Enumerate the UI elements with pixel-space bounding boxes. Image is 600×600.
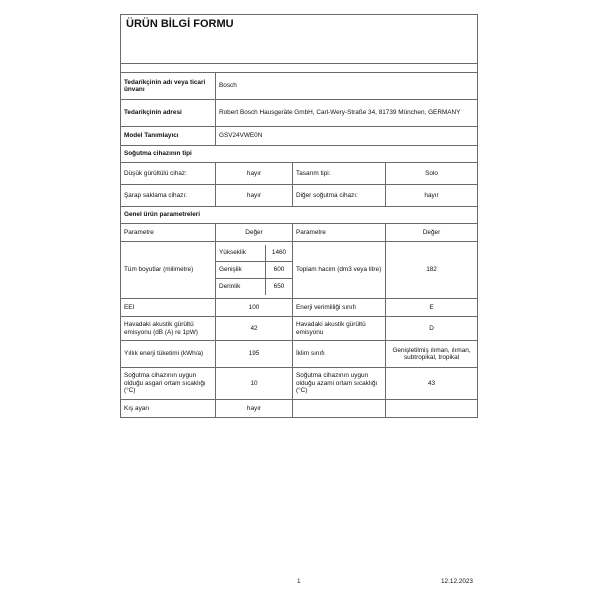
footer-date: 12.12.2023 (441, 578, 473, 585)
dimensions-cell (216, 242, 293, 299)
spacer-row (121, 64, 478, 73)
param-value: E (386, 299, 478, 317)
volume-value: 182 (386, 242, 478, 299)
param-value (386, 400, 478, 418)
param-value: 43 (386, 368, 478, 400)
param-value: 10 (216, 368, 293, 400)
dimensions-label: Tüm boyutlar (milimetre) (121, 242, 216, 299)
col-header-parameter: Parametre (293, 224, 386, 242)
col-header-parameter: Parametre (121, 224, 216, 242)
supplier-address-label: Tedarikçinin adresi (121, 100, 216, 127)
type-row-label: Diğer soğutma cihazı: (293, 185, 386, 207)
type-row-value: hayır (386, 185, 478, 207)
dimension-value: 650 (266, 279, 293, 296)
dimension-name: Yükseklik (216, 245, 266, 262)
model-value: GSV24VWE0N (216, 127, 478, 146)
type-row-value: Solo (386, 163, 478, 185)
param-value: Genişletilmiş ılıman, ılıman, subtropikal, tropikal (386, 341, 478, 368)
volume-label: Toplam hacim (dm3 veya litre) (293, 242, 386, 299)
param-label (293, 400, 386, 418)
supplier-name-value: Bosch (216, 73, 478, 100)
supplier-address-value: Robert Bosch Hausgeräte GmbH, Carl-Wery-Straße 34, 81739 München, GERMANY (216, 100, 478, 127)
param-value: hayır (216, 400, 293, 418)
param-value: 195 (216, 341, 293, 368)
param-value: 42 (216, 317, 293, 341)
type-row-value: hayır (216, 185, 293, 207)
param-label: Soğutma cihazının uygun olduğu asgari ortam sıcaklığı (°C) (121, 368, 216, 400)
param-label: Kış ayarı (121, 400, 216, 418)
dimensions-table (216, 245, 292, 295)
product-info-form (120, 14, 477, 418)
page-number: 1 (297, 578, 301, 585)
type-row-label: Tasarım tipi: (293, 163, 386, 185)
dimension-name: Genişlik (216, 262, 266, 279)
params-section-heading: Genel ürün parametreleri (121, 207, 478, 224)
param-label: Enerji verimliliği sınıfı (293, 299, 386, 317)
supplier-name-label: Tedarikçinin adı veya ticari ünvanı (121, 73, 216, 100)
type-row-label: Şarap saklama cihazı: (121, 185, 216, 207)
param-label: Soğutma cihazının uygun olduğu azami ortam sıcaklığı (°C) (293, 368, 386, 400)
param-label: Havadaki akustik gürültü emisyonu (293, 317, 386, 341)
col-header-value: Değer (216, 224, 293, 242)
product-info-table (120, 14, 478, 418)
type-row-value: hayır (216, 163, 293, 185)
dimension-name: Derinlik (219, 283, 241, 291)
param-label: EEI (121, 299, 216, 317)
model-label: Model Tanımlayıcı (121, 127, 216, 146)
dimension-value: 600 (266, 262, 293, 279)
param-label: İklim sınıfı (293, 341, 386, 368)
param-value: D (386, 317, 478, 341)
col-header-value: Değer (386, 224, 478, 242)
dimension-value: 1460 (266, 245, 293, 262)
type-row-label: Düşük gürültülü cihaz: (121, 163, 216, 185)
param-label: Yıllık enerji tüketimi (kWh/a) (121, 341, 216, 368)
form-title: ÜRÜN BİLGİ FORMU (121, 15, 478, 64)
param-value: 100 (216, 299, 293, 317)
type-section-heading: Soğutma cihazının tipi (121, 146, 478, 163)
param-label: Havadaki akustik gürültü emisyonu (dB (A) re 1pW) (121, 317, 216, 341)
